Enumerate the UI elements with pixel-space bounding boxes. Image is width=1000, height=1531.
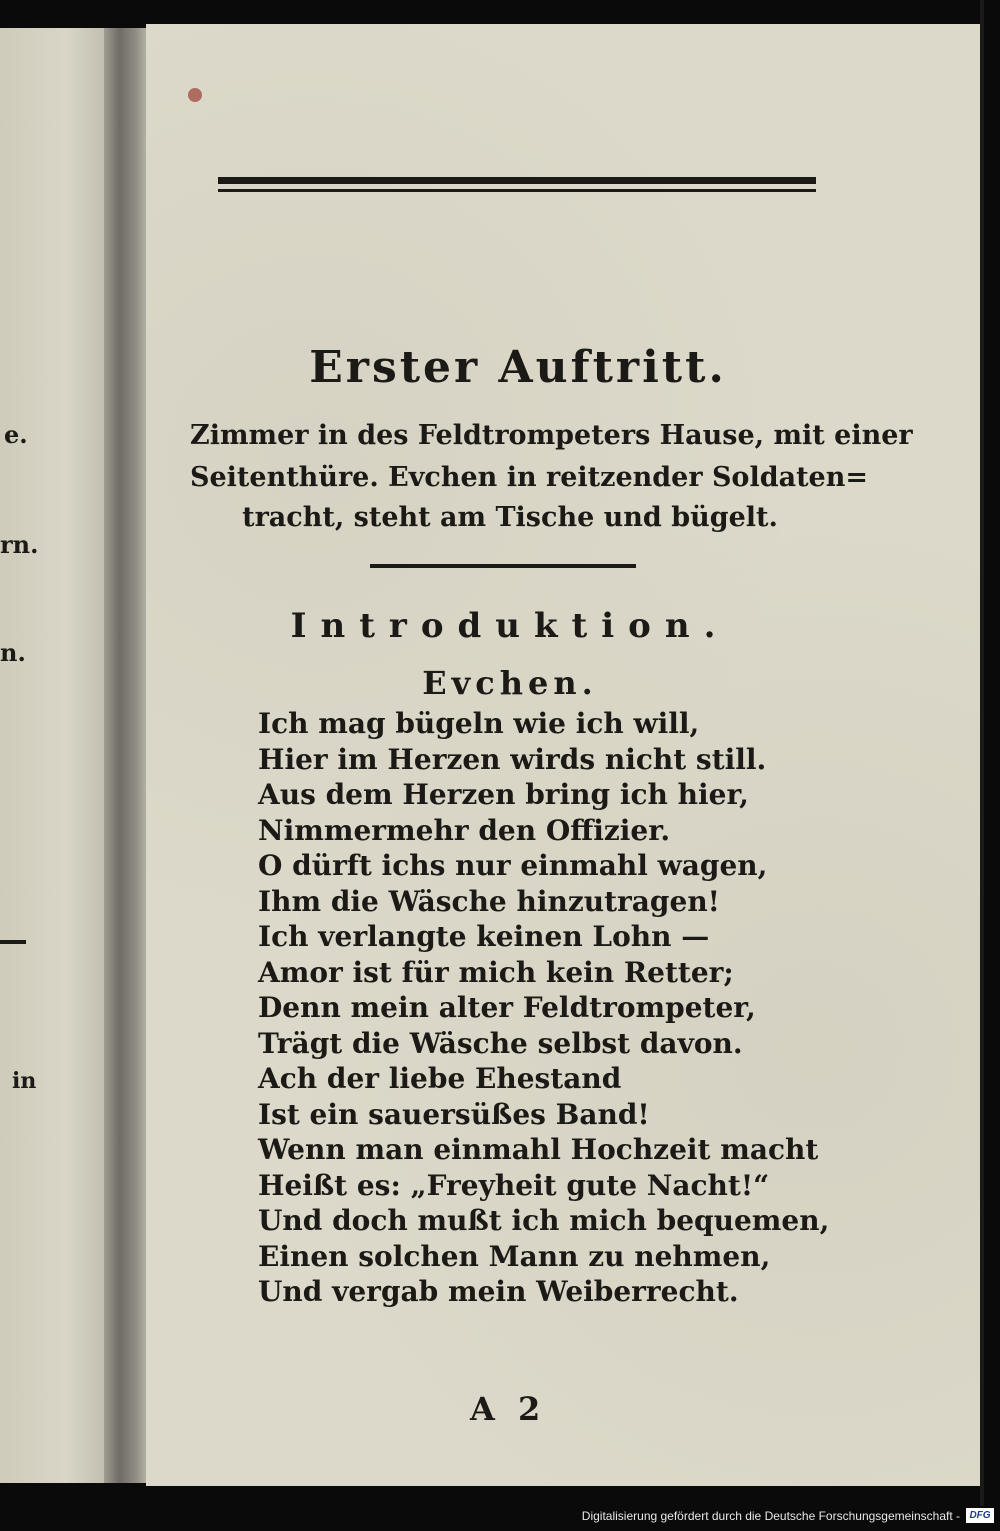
speaker-name: Evchen. <box>422 664 598 702</box>
verse-line: Amor ist für mich kein Retter; <box>258 955 734 989</box>
left-page-fragment: e. <box>4 420 28 449</box>
verse-line: Aus dem Herzen bring ich hier, <box>258 778 749 811</box>
verse-line: Ist ein sauersüßes Band! <box>258 1097 650 1131</box>
header-rule-thin <box>218 189 816 192</box>
ink-stain <box>188 88 202 102</box>
verse-line: Hier im Herzen wirds nicht still. <box>258 742 767 776</box>
left-page-rule <box>0 940 26 944</box>
signature-mark: A 2 <box>470 1390 547 1428</box>
left-page-fragment: in <box>12 1068 37 1094</box>
dfg-logo: DFG <box>966 1508 994 1523</box>
verse-line: Trägt die Wäsche selbst davon. <box>258 1026 743 1060</box>
verse-line: Ach der liebe Ehestand <box>258 1062 622 1095</box>
stage-direction-line: Seitenthüre. Evchen in reitzender Soldaten= <box>190 462 868 493</box>
left-page-fragment: n. <box>0 638 26 667</box>
scene-title: Erster Auftritt. <box>309 342 727 393</box>
left-page-fragment: rn. <box>0 530 39 559</box>
page-edge-shadow <box>980 0 984 1531</box>
stage-direction-line: Zimmer in des Feldtrompeters Hause, mit einer <box>190 420 913 451</box>
stage-direction-line: tracht, steht am Tische und bügelt. <box>242 502 778 533</box>
verse-line: Einen solchen Mann zu nehmen, <box>258 1239 771 1273</box>
section-heading: Introduktion. <box>290 606 730 646</box>
verse-line: Ich verlangte keinen Lohn — <box>258 920 710 953</box>
footer-credit: Digitalisierung gefördert durch die Deutsche Forschungsgemeinschaft - <box>581 1509 960 1523</box>
verse-line: Heißt es: „Freyheit gute Nacht!“ <box>258 1168 770 1202</box>
verse-line: Nimmermehr den Offizier. <box>258 813 671 847</box>
left-facing-page <box>0 28 110 1483</box>
verse-line: Denn mein alter Feldtrompeter, <box>258 991 756 1024</box>
book-gutter <box>104 28 148 1483</box>
verse-line: Und doch mußt ich mich bequemen, <box>258 1204 830 1237</box>
header-rule-thick <box>218 177 816 184</box>
verse-line: Ich mag bügeln wie ich will, <box>258 707 700 740</box>
verse-block <box>258 706 830 1310</box>
verse-line: O dürft ichs nur einmahl wagen, <box>258 849 768 882</box>
verse-line: Ihm die Wäsche hinzutragen! <box>258 884 720 918</box>
verse-line: Und vergab mein Weiberrecht. <box>258 1275 739 1308</box>
section-divider <box>370 564 636 568</box>
verse-line: Wenn man einmahl Hochzeit macht <box>258 1133 819 1166</box>
